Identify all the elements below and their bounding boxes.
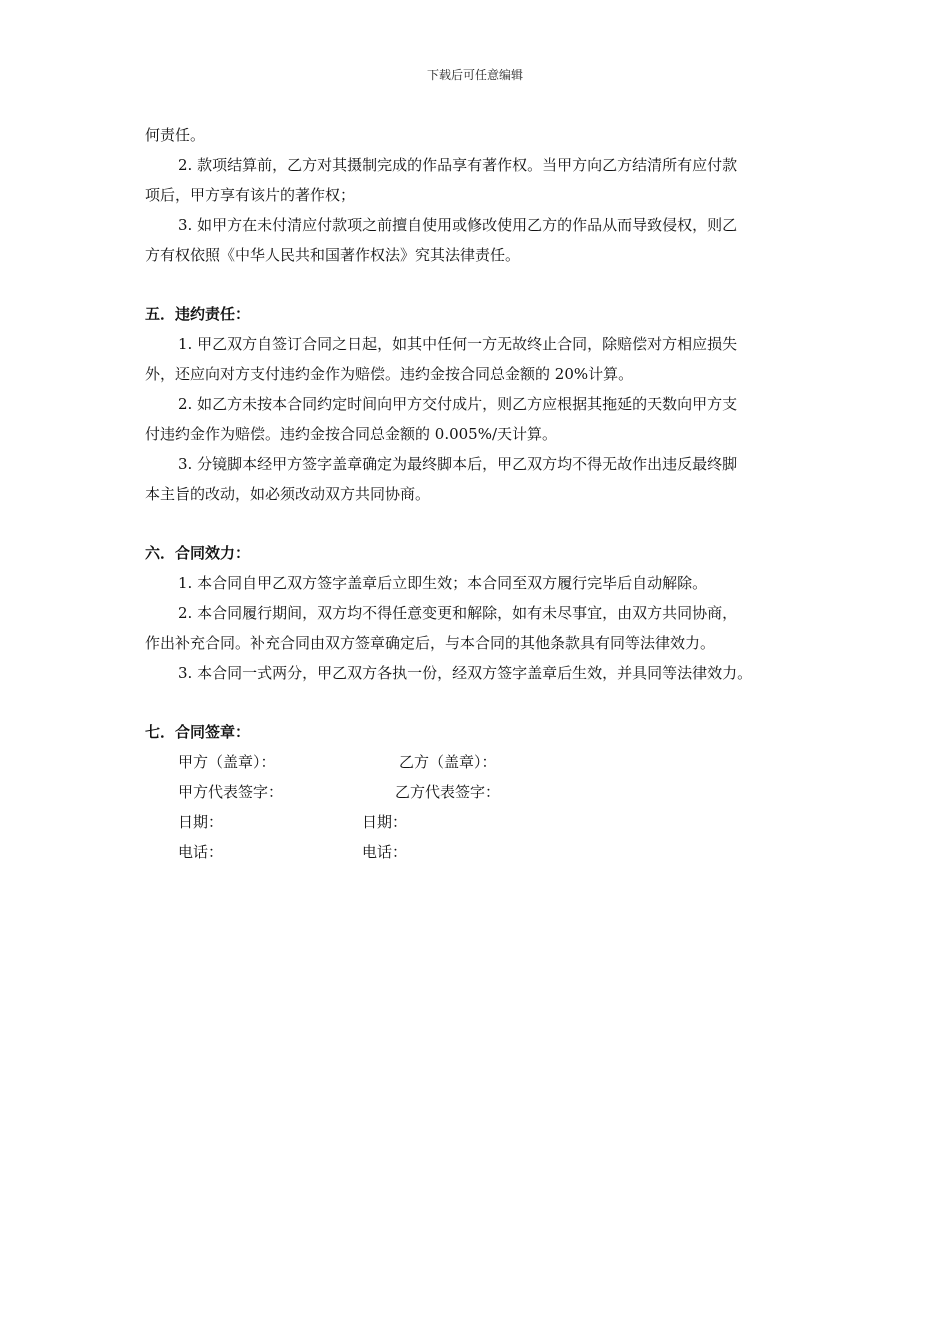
- paragraph-line: 外，还应向对方支付违约金作为赔偿。违约金按合同总金额的 20%计算。: [145, 365, 634, 383]
- party-a-representative-label: 甲方代表签字：: [178, 783, 284, 801]
- paragraph-line: 何责任。: [145, 126, 206, 144]
- signature-row-seal: [145, 747, 809, 777]
- party-b-phone-label: 电话：: [362, 843, 408, 861]
- paragraph-line: 2. 如乙方未按本合同约定时间向甲方交付成片，则乙方应根据其拖延的天数向甲方支: [178, 395, 738, 413]
- paragraph-line: 3. 分镜脚本经甲方签字盖章确定为最终脚本后，甲乙双方均不得无故作出违反最终脚: [178, 455, 738, 473]
- party-b-representative-label: 乙方代表签字：: [395, 783, 501, 801]
- paragraph-line: 2. 款项结算前，乙方对其摄制完成的作品享有著作权。当甲方向乙方结清所有应付款: [178, 156, 738, 174]
- paragraph-line: 本主旨的改动，如必须改动双方共同协商。: [145, 485, 431, 503]
- paragraph-line: 1. 本合同自甲乙双方签字盖章后立即生效；本合同至双方履行完毕后自动解除。: [178, 574, 708, 592]
- section-gap: [145, 270, 809, 299]
- party-b-seal-label: 乙方（盖章）：: [399, 753, 497, 771]
- section-heading-breach: 五．违约责任：: [145, 305, 251, 323]
- paragraph-line: 2. 本合同履行期间，双方均不得任意变更和解除，如有未尽事宜，由双方共同协商，: [178, 604, 738, 622]
- paragraph-line: 付违约金作为赔偿。违约金按合同总金额的 0.005%/天计算。: [145, 425, 558, 443]
- paragraph-line: 作出补充合同。补充合同由双方签章确定后，与本合同的其他条款具有同等法律效力。: [145, 634, 716, 652]
- contract-body: [145, 120, 809, 867]
- paragraph-line: 项后，甲方享有该片的著作权；: [145, 186, 356, 204]
- signature-row-date: [145, 807, 809, 837]
- party-a-seal-label: 甲方（盖章）：: [178, 753, 276, 771]
- signature-row-phone: [145, 837, 809, 867]
- party-a-date-label: 日期：: [178, 813, 224, 831]
- page-header: 下载后可任意编辑: [426, 68, 523, 82]
- section-heading-signature: 七．合同签章：: [145, 723, 251, 741]
- paragraph-line: 3. 本合同一式两分，甲乙双方各执一份，经双方签字盖章后生效，并具同等法律效力。: [178, 664, 753, 682]
- section-heading-validity: 六．合同效力：: [145, 544, 251, 562]
- party-a-phone-label: 电话：: [178, 843, 224, 861]
- paragraph-line: 3. 如甲方在未付清应付款项之前擅自使用或修改使用乙方的作品从而导致侵权，则乙: [178, 216, 738, 234]
- paragraph-line: 方有权依照《中华人民共和国著作权法》究其法律责任。: [145, 246, 521, 264]
- section-gap: [145, 509, 809, 538]
- signature-row-representative: [145, 777, 809, 807]
- paragraph-line: 1. 甲乙双方自签订合同之日起，如其中任何一方无故终止合同，除赔偿对方相应损失: [178, 335, 738, 353]
- section-gap: [145, 688, 809, 717]
- party-b-date-label: 日期：: [362, 813, 408, 831]
